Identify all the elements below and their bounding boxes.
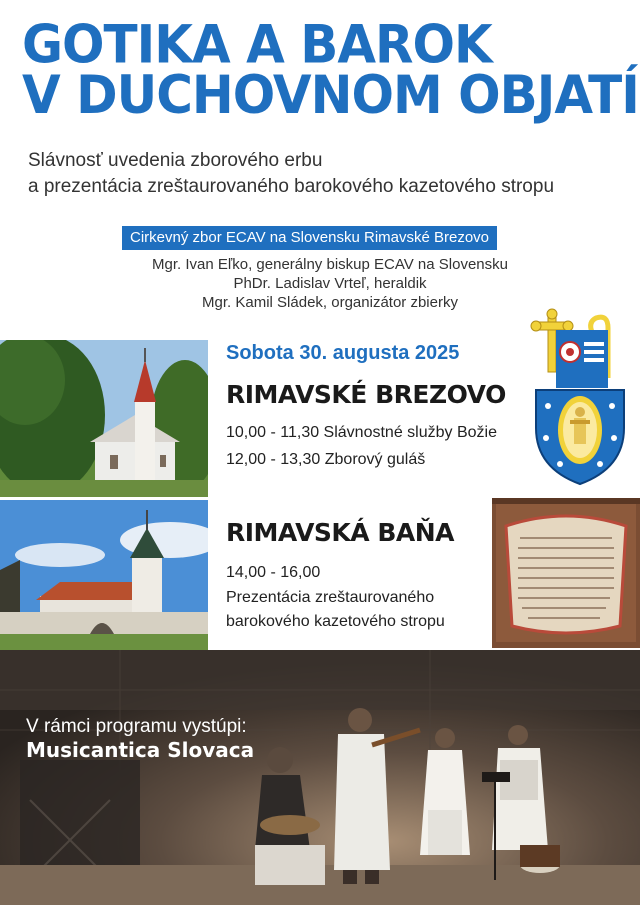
program-performer: Musicantica Slovaca <box>26 738 255 762</box>
speaker-2: PhDr. Ladislav Vrteľ, heraldik <box>233 275 427 292</box>
venue-2-item-2: Prezentácia zreštaurovaného <box>226 589 435 606</box>
speakers-list <box>0 255 640 312</box>
parish-coat-of-arms <box>530 308 630 486</box>
poster-title <box>22 14 639 126</box>
speaker-3: Mgr. Kamil Sládek, organizátor zbierky <box>202 294 458 311</box>
musicians-photo <box>0 650 640 905</box>
title-line-1: GOTIKA A BAROK <box>22 14 492 76</box>
baroque-ceiling-photo <box>492 498 640 648</box>
program-intro: V rámci programu vystúpi: <box>26 716 247 737</box>
church-bana-photo <box>0 500 208 650</box>
title-line-2: V DUCHOVNOM OBJATÍ <box>22 64 639 126</box>
event-date: Sobota 30. augusta 2025 <box>226 342 460 364</box>
organizer-banner: Cirkevný zbor ECAV na Slovensku Rimavské Brezovo <box>122 226 497 250</box>
venue-2-item-1: 14,00 - 16,00 <box>226 564 321 581</box>
venue-2-item-3: barokového kazetového stropu <box>226 613 445 630</box>
speaker-1: Mgr. Ivan Eľko, generálny biskup ECAV na Slovensku <box>152 256 508 273</box>
subtitle-line-1: Slávnosť uvedenia zborového erbu <box>28 150 323 171</box>
venue-1-item-1: 10,00 - 11,30 Slávnostné služby Božie <box>226 424 497 441</box>
venue-1-name: RIMAVSKÉ BREZOVO <box>226 380 506 409</box>
venue-2-name: RIMAVSKÁ BAŇA <box>226 518 455 547</box>
subtitle-line-2: a prezentácia zreštaurovaného barokového kazetového stropu <box>28 176 555 197</box>
poster-subtitle <box>28 148 628 200</box>
church-brezovo-photo <box>0 340 208 497</box>
venue-1-item-2: 12,00 - 13,30 Zborový guláš <box>226 451 426 468</box>
